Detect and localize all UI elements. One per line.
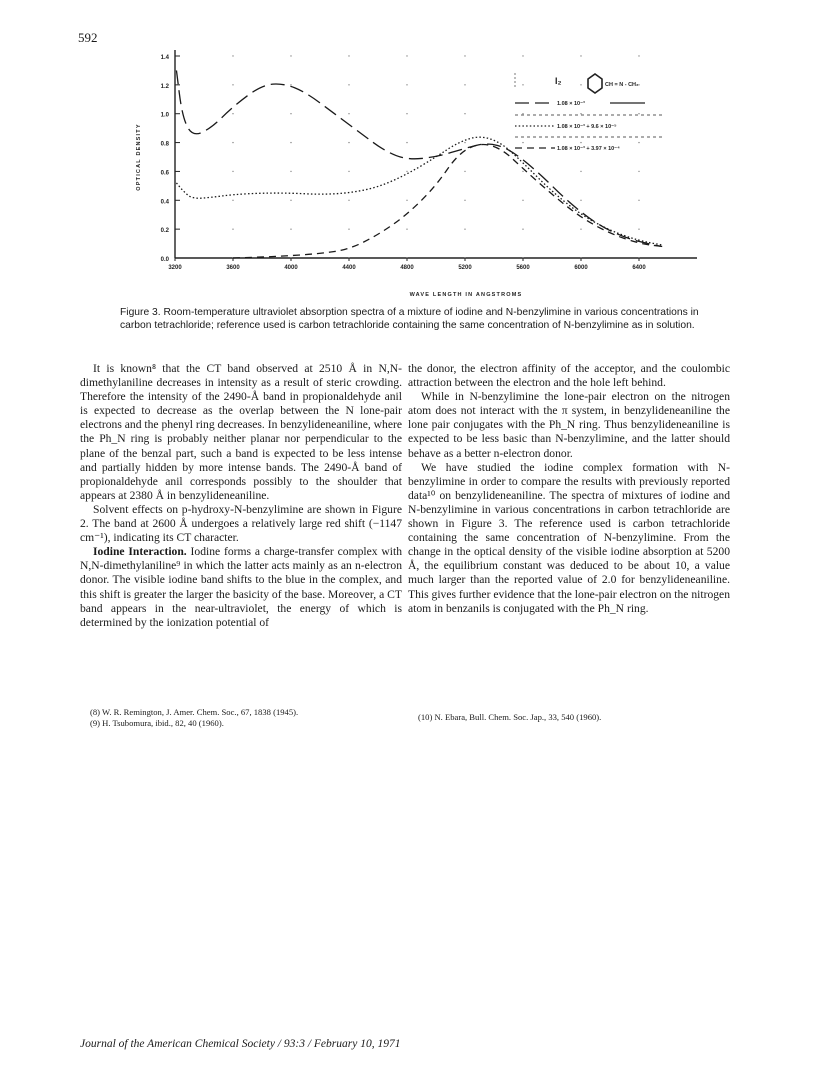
x-tick-label: 4000 (284, 265, 298, 271)
grid-dot (464, 200, 465, 201)
x-axis-label: WAVE LENGTH IN ANGSTROMS (409, 292, 523, 298)
grid-dot (638, 142, 639, 143)
y-tick-label: 1.2 (160, 83, 169, 90)
grid-dot (580, 142, 581, 143)
footnote: (10) N. Ebara, Bull. Chem. Soc. Jap., 33, 540 (1960). (418, 712, 602, 722)
grid-dot (522, 84, 523, 85)
grid-dot (348, 55, 349, 56)
grid-dot (522, 55, 523, 56)
grid-dot (638, 200, 639, 201)
paragraph (80, 545, 402, 630)
x-tick-label: 3600 (226, 265, 240, 271)
footnote: (8) W. R. Remington, J. Amer. Chem. Soc., 67, 1838 (1945). (90, 707, 299, 717)
grid-dot (348, 200, 349, 201)
grid-dot (522, 113, 523, 114)
grid-dot (464, 171, 465, 172)
footnotes-right (418, 712, 601, 723)
legend-entry: 1.08 × 10⁻³ (557, 101, 585, 107)
grid-dot (638, 84, 639, 85)
section-heading: Iodine Interaction. (93, 545, 187, 559)
x-tick-label: 3200 (168, 265, 182, 271)
grid-dot (232, 142, 233, 143)
y-axis-label: OPTICAL DENSITY (136, 123, 142, 191)
grid-dot (580, 228, 581, 229)
grid-dot (406, 200, 407, 201)
left-column (80, 362, 402, 630)
grid-dot (290, 171, 291, 172)
grid-dot (638, 228, 639, 229)
grid-dot (290, 113, 291, 114)
grid-dot (348, 84, 349, 85)
grid-dot (348, 113, 349, 114)
grid-dot (406, 84, 407, 85)
grid-dot (580, 55, 581, 56)
grid-dot (232, 84, 233, 85)
grid-dot (638, 113, 639, 114)
grid-dot (522, 142, 523, 143)
grid-dot (580, 171, 581, 172)
grid-dot (290, 228, 291, 229)
grid-dot (406, 142, 407, 143)
x-tick-label: 4800 (400, 265, 414, 271)
paragraph: We have studied the iodine complex formation with N-benzylimine in order to compare the results with previously reported data¹⁰ on benzylideneaniline. The spectra of mixtures of iodine and N-benzylimine in various concentrations in carbon tetrachloride are shown in Figure 3. The reference used is carbon tetrachloride containing the same concentration of N-benzylimine. From the change in the optical density of the visible iodine absorption at 5200 Å, the equilibrium constant was deduced to be about 10, a value much larger than the reported value of 2.0 for benzylideneaniline. This gives further evidence that the lone-pair electron on the nitrogen atom in benzanils is conjugated with the Ph_N ring. (408, 460, 730, 615)
grid-dot (232, 55, 233, 56)
grid-dot (580, 200, 581, 201)
grid-dot (464, 55, 465, 56)
grid-dot (638, 55, 639, 56)
y-tick-label: 0.2 (160, 228, 169, 235)
series-line (176, 70, 662, 246)
x-tick-label: 5600 (516, 265, 530, 271)
grid-dot (290, 200, 291, 201)
grid-dot (232, 113, 233, 114)
absorption-spectrum-chart (0, 0, 827, 300)
grid-dot (348, 171, 349, 172)
grid-dot (580, 84, 581, 85)
grid-dot (406, 228, 407, 229)
x-tick-label: 6000 (574, 265, 588, 271)
grid-dot (464, 113, 465, 114)
y-tick-label: 0.0 (160, 257, 169, 263)
legend-entry: 1.08 × 10⁻³ + 9.6 × 10⁻⁵ (557, 124, 617, 130)
x-tick-label: 5200 (458, 265, 472, 271)
right-column (408, 362, 730, 616)
footnote: (9) H. Tsubomura, ibid., 82, 40 (1960). (90, 718, 224, 728)
paragraph: the donor, the electron affinity of the acceptor, and the coulombic attraction between the electron and the hole left behind. (408, 362, 730, 390)
grid-dot (232, 200, 233, 201)
series-line (233, 144, 662, 258)
grid-dot (522, 228, 523, 229)
grid-dot (406, 55, 407, 56)
grid-dot (348, 228, 349, 229)
grid-dot (348, 142, 349, 143)
x-tick-label: 4400 (342, 265, 356, 271)
grid-dot (290, 84, 291, 85)
grid-dot (522, 200, 523, 201)
y-tick-label: 0.8 (160, 141, 169, 148)
grid-dot (290, 142, 291, 143)
figure-caption: Figure 3. Room-temperature ultraviolet absorption spectra of a mixture of iodine and N-benzylimine in various concentrations in carbon tetrachloride; reference used is carbon tetrachloride containing the same concentration of N-benzylimine as in solution. (120, 307, 699, 331)
footnotes-left (90, 707, 298, 729)
paragraph: Solvent effects on p-hydroxy-N-benzylimine are shown in Figure 2. The band at 2600 Å undergoes a relatively large red shift (−1147 cm⁻¹), indicating its CT character. (80, 502, 402, 545)
journal-footer: Journal of the American Chemical Society / 93:3 / February 10, 1971 (80, 1038, 401, 1050)
y-tick-label: 0.6 (160, 170, 169, 177)
grid-dot (290, 55, 291, 56)
page-number: 592 (78, 30, 98, 45)
x-tick-label: 6400 (632, 265, 646, 271)
y-tick-label: 1.4 (160, 55, 169, 61)
paragraph: While in N-benzylimine the lone-pair electron on the nitrogen atom does not interact with the π system, in benzylideneaniline the lone pair conjugates with the Ph_N ring. Thus benzylideneaniline is expected to be less basic than N-benzylimine, and the latter should behave as a better n-electron donor. (408, 390, 730, 460)
y-tick-label: 0.4 (160, 199, 169, 206)
grid-dot (464, 228, 465, 229)
grid-dot (638, 171, 639, 172)
legend-entry: 1.08 × 10⁻³ + 3.97 × 10⁻⁴ (557, 146, 620, 152)
grid-dot (232, 228, 233, 229)
y-tick-label: 1.0 (160, 112, 169, 119)
benzene-ring-icon (588, 74, 602, 93)
series-line (176, 137, 662, 245)
grid-dot (522, 171, 523, 172)
grid-dot (406, 113, 407, 114)
paragraph-text: Iodine forms a charge-transfer complex with N,N-dimethylaniline⁹ in which the latter acts mainly as an n-electron donor. The visible iodine band shifts to the blue in the complex, and this shift is greater the larger the basicity of the base. Moreover, a CT band appears in the near-ultraviolet, the energy of which is determined by the ionization potential of (80, 545, 402, 629)
legend-structure: CH = N - CH₂ (605, 82, 639, 88)
grid-dot (232, 171, 233, 172)
legend-title: I₂ (555, 76, 562, 86)
paragraph: It is known⁸ that the CT band observed at 2510 Å in N,N-dimethylaniline decreases in intensity as a result of steric crowding. Therefore the intensity of the 2490-Å band in propionaldehyde anil is expected to decrease as the overlap between the N lone-pair electrons and the phenyl ring decreases. In benzylideneaniline, where the Ph_N ring is probably neither planar nor perpendicular to the plane of the benzal part, such a band is expected to be less intense and partially hidden by more intense bands. The 2490-Å band of propionaldehyde anil corresponds possibly to the shoulder that appears at 2380 Å in benzylideneaniline. (80, 362, 402, 502)
grid-dot (464, 142, 465, 143)
grid-dot (580, 113, 581, 114)
grid-dot (406, 171, 407, 172)
grid-dot (464, 84, 465, 85)
